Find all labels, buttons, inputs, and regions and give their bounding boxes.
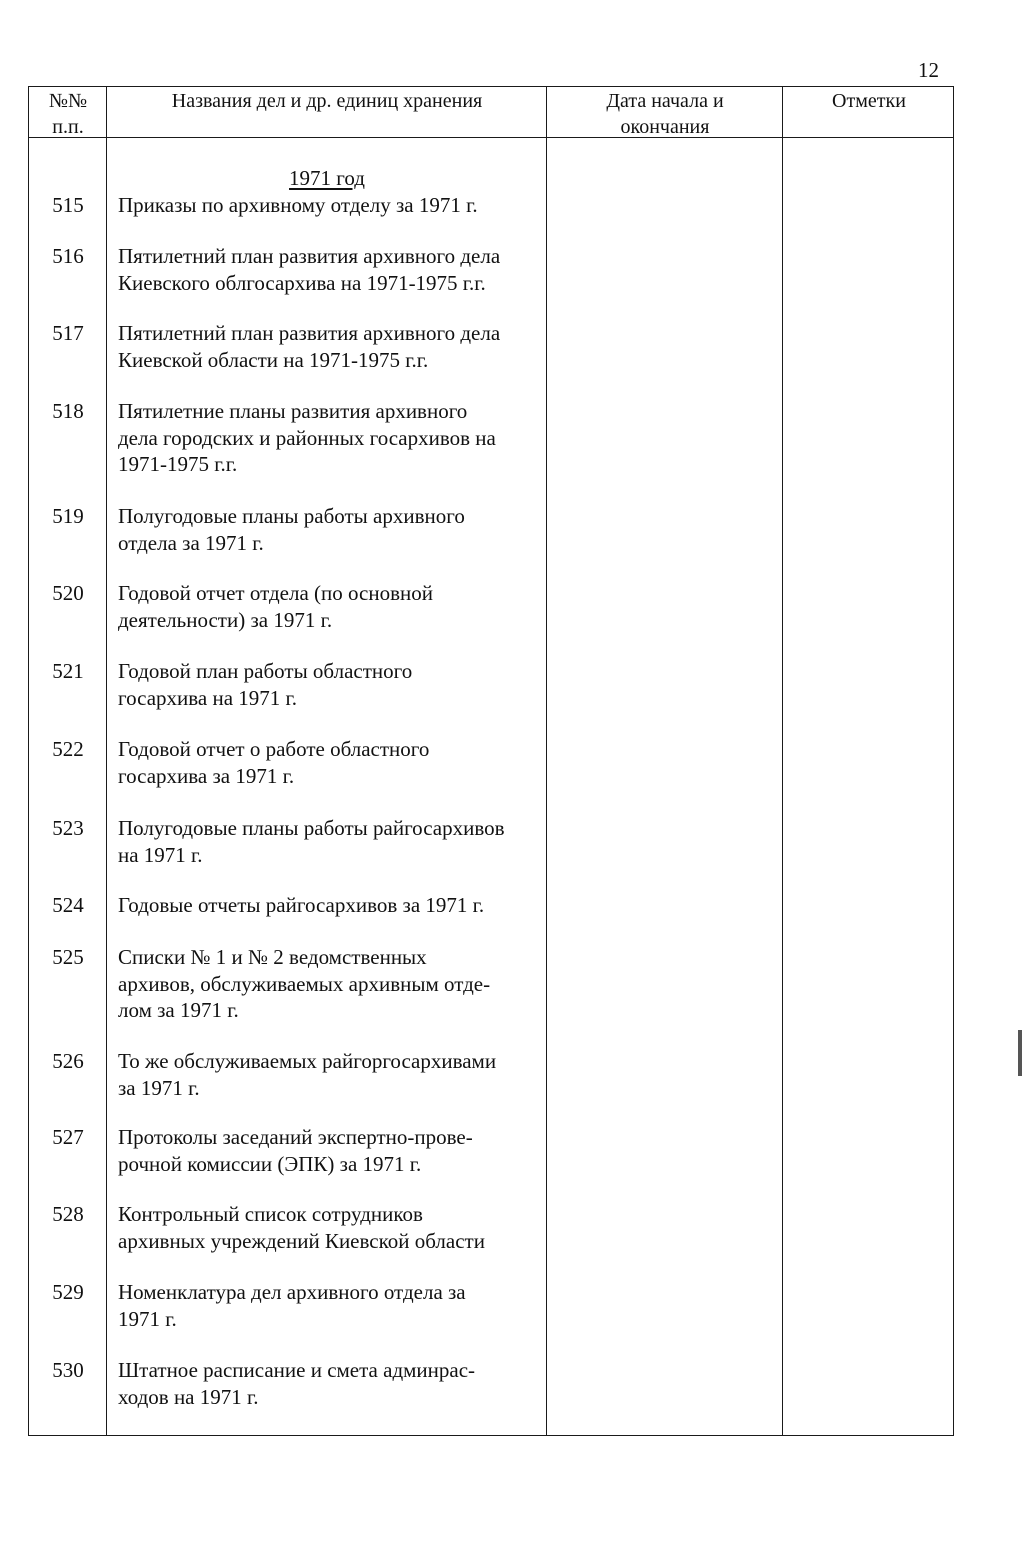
row-title-line: Годовые отчеты райгосархивов за 1971 г. bbox=[118, 893, 485, 917]
row-title-line: Полугодовые планы работы райгосархивов bbox=[118, 816, 505, 840]
row-title-line: Приказы по архивному отделу за 1971 г. bbox=[118, 193, 478, 217]
row-title bbox=[118, 815, 536, 868]
row-title-line: 1971-1975 г.г. bbox=[118, 452, 238, 476]
row-title-line: отдела за 1971 г. bbox=[118, 530, 264, 555]
column-divider bbox=[546, 86, 547, 1436]
column-divider bbox=[782, 86, 783, 1436]
header-dates-line1: Дата начала и bbox=[606, 90, 724, 112]
row-title-line: архивных учреждений Киевской области bbox=[118, 1228, 485, 1253]
row-number: 530 bbox=[52, 1358, 84, 1382]
column-divider bbox=[106, 86, 107, 1436]
row-title-line: ходов на 1971 г. bbox=[118, 1384, 259, 1409]
row-title-line: Киевского облгосархива на 1971-1975 г.г. bbox=[118, 270, 486, 295]
row-title-line: на 1971 г. bbox=[118, 842, 203, 867]
row-number: 515 bbox=[52, 193, 84, 217]
row-title bbox=[118, 1048, 536, 1101]
row-number: 523 bbox=[52, 816, 84, 840]
row-number: 519 bbox=[52, 504, 84, 528]
header-title bbox=[108, 88, 546, 114]
row-title-line: 1971 г. bbox=[118, 1306, 177, 1331]
header-number-line1: №№ bbox=[48, 90, 88, 112]
row-title bbox=[118, 320, 536, 373]
row-title-line: То же обслуживаемых райгоргосархивами bbox=[118, 1049, 497, 1073]
header-title-line1: Названия дел и др. единиц хранения bbox=[171, 90, 483, 112]
row-number: 518 bbox=[52, 399, 84, 423]
row-title-line: Полугодовые планы работы архивного bbox=[118, 504, 465, 528]
row-title bbox=[118, 1357, 536, 1410]
row-title-line: Киевской области на 1971-1975 г.г. bbox=[118, 347, 429, 372]
row-title-line: госархива за 1971 г. bbox=[118, 763, 295, 788]
row-number: 516 bbox=[52, 244, 84, 268]
section-title: 1971 год bbox=[289, 166, 365, 190]
row-number: 526 bbox=[52, 1049, 84, 1073]
row-number: 524 bbox=[52, 893, 84, 917]
row-number: 522 bbox=[52, 737, 84, 761]
row-title-line: Пятилетний план развития архивного дела bbox=[118, 244, 501, 268]
row-title-line: рочной комиссии (ЭПК) за 1971 г. bbox=[118, 1151, 422, 1176]
header-number-line2: п.п. bbox=[52, 116, 84, 138]
row-number: 528 bbox=[52, 1202, 84, 1226]
row-title-line: Штатное расписание и смета админрас- bbox=[118, 1358, 476, 1382]
scan-edge-mark bbox=[1018, 1030, 1022, 1076]
row-title-line: Годовой план работы областного bbox=[118, 659, 413, 683]
row-title bbox=[118, 1201, 536, 1254]
row-title-line: архивов, обслуживаемых архивным отде- bbox=[118, 971, 491, 996]
row-title bbox=[118, 944, 536, 1024]
row-title-line: лом за 1971 г. bbox=[118, 998, 239, 1022]
row-title-line: Номенклатура дел архивного отдела за bbox=[118, 1280, 466, 1304]
row-number: 527 bbox=[52, 1125, 84, 1149]
row-title bbox=[118, 580, 536, 633]
row-title bbox=[118, 658, 536, 711]
header-notes-line1: Отметки bbox=[832, 90, 906, 112]
row-title-line: Пятилетние планы развития архивного bbox=[118, 399, 468, 423]
row-title-line: деятельности) за 1971 г. bbox=[118, 607, 333, 632]
row-title-line: Протоколы заседаний экспертно-прове- bbox=[118, 1125, 473, 1149]
row-title bbox=[118, 192, 536, 219]
row-title-line: за 1971 г. bbox=[118, 1075, 200, 1100]
row-number: 520 bbox=[52, 581, 84, 605]
row-title bbox=[118, 1279, 536, 1332]
row-title-line: Списки № 1 и № 2 ведомственных bbox=[118, 945, 427, 969]
row-title bbox=[118, 398, 536, 478]
header-dates-line2: окончания bbox=[620, 116, 710, 138]
row-number: 521 bbox=[52, 659, 84, 683]
page-number: 12 bbox=[918, 58, 939, 82]
row-title-line: дела городских и районных госархивов на bbox=[118, 425, 496, 450]
row-title-line: Пятилетний план развития архивного дела bbox=[118, 321, 501, 345]
header-notes bbox=[784, 88, 954, 114]
row-title-line: Контрольный список сотрудников bbox=[118, 1202, 423, 1226]
row-title bbox=[118, 736, 536, 789]
row-title-line: Годовой отчет о работе областного bbox=[118, 737, 430, 761]
row-number: 517 bbox=[52, 321, 84, 345]
row-title-line: госархива на 1971 г. bbox=[118, 685, 298, 710]
header-number bbox=[30, 88, 106, 140]
header-divider bbox=[28, 137, 954, 138]
row-title bbox=[118, 892, 536, 919]
row-number: 525 bbox=[52, 945, 84, 969]
row-title bbox=[118, 503, 536, 556]
row-title-line: Годовой отчет отдела (по основной bbox=[118, 581, 433, 605]
row-number: 529 bbox=[52, 1280, 84, 1304]
header-dates bbox=[548, 88, 782, 140]
row-title bbox=[118, 1124, 536, 1177]
row-title bbox=[118, 243, 536, 296]
